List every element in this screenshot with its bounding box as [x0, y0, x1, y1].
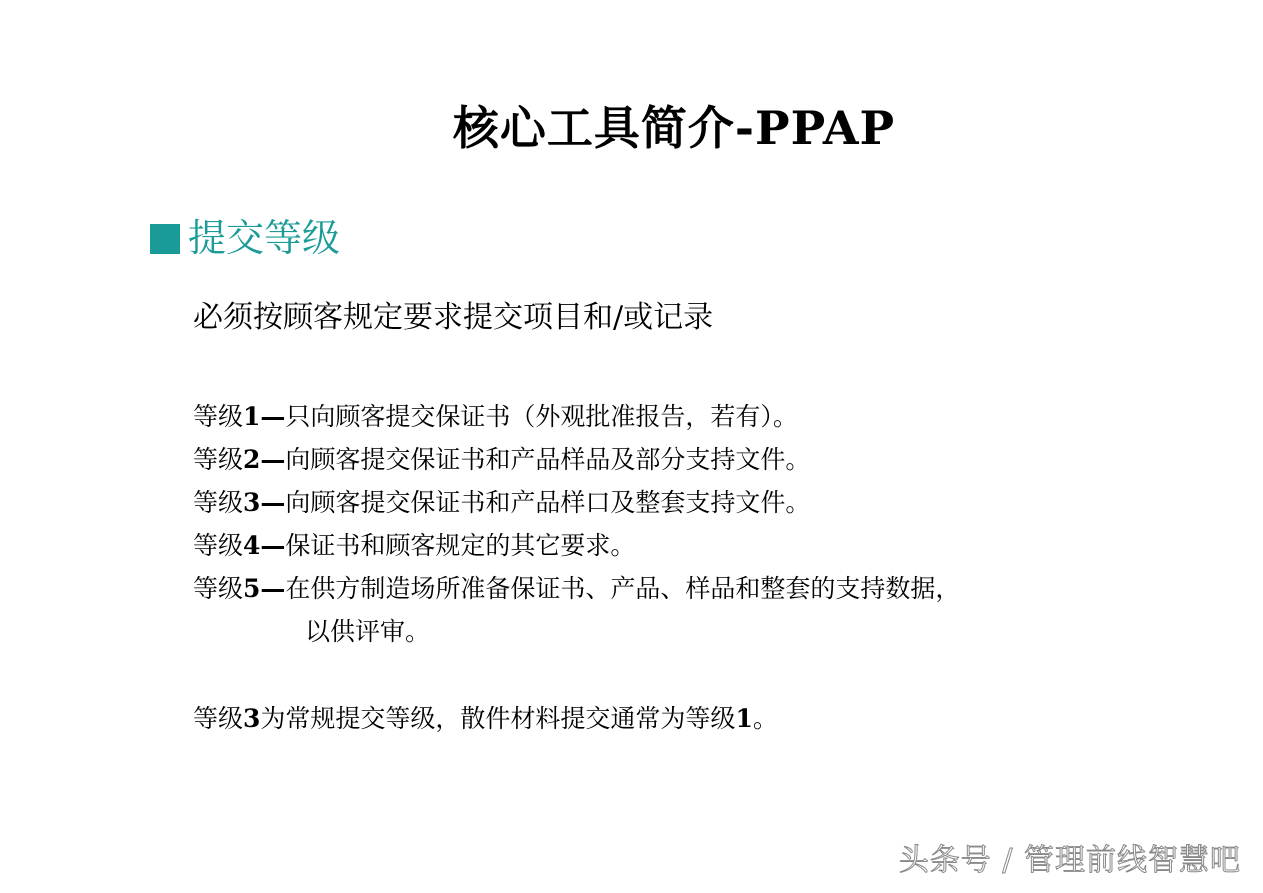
- level-item-2: 等级2—向顾客提交保证书和产品样品及部分支持文件。: [193, 445, 811, 474]
- level-item-3: 等级3—向顾客提交保证书和产品样口及整套支持文件。: [193, 488, 811, 517]
- summary-note: 等级3为常规提交等级，散件材料提交通常为等级1。: [193, 704, 778, 733]
- square-bullet-icon: [150, 224, 180, 254]
- section-heading-label: 提交等级: [188, 216, 341, 260]
- section-heading: [150, 210, 340, 266]
- levels-list: [193, 395, 1213, 653]
- intro-text: 必须按顾客规定要求提交项目和/或记录: [193, 300, 714, 335]
- level-item-5: 等级5—在供方制造场所准备保证书、产品、样品和整套的支持数据，: [193, 574, 961, 603]
- level-item-1: 等级1—只向顾客提交保证书（外观批准报告，若有）。: [193, 402, 798, 431]
- level-item-5-continuation: 以供评审。: [305, 617, 431, 646]
- level-item-4: 等级4—保证书和顾客规定的其它要求。: [193, 531, 636, 560]
- watermark: 头条号 / 管理前线智慧吧: [898, 843, 1241, 878]
- page-title: 核心工具简介-PPAP: [452, 101, 896, 155]
